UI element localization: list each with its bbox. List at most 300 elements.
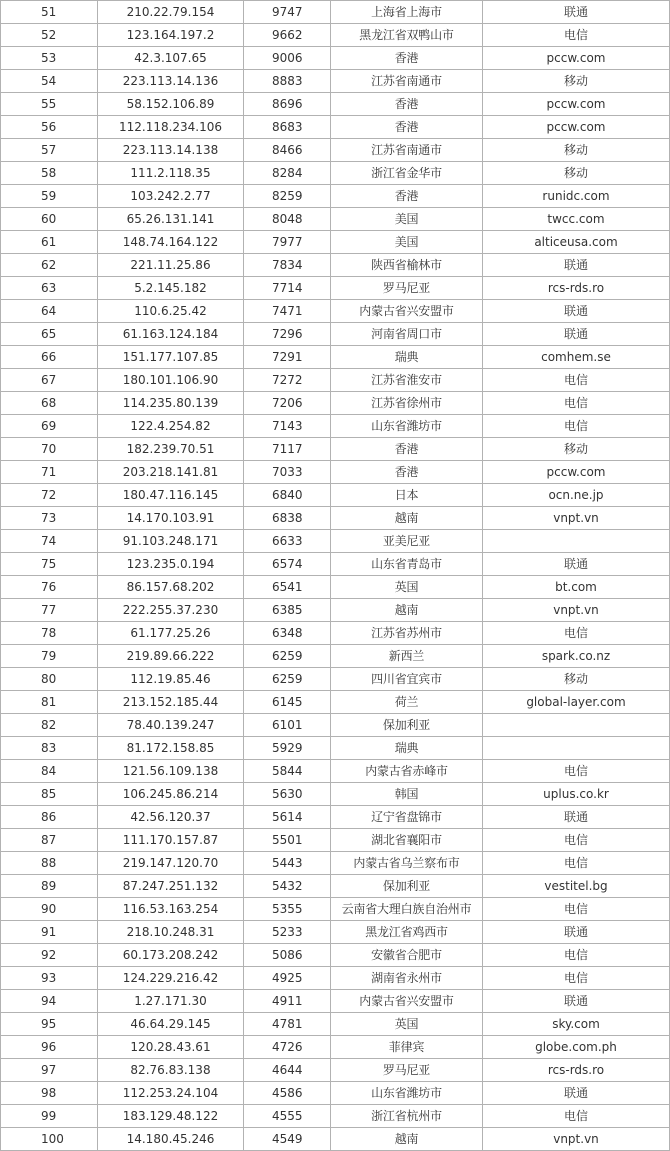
count-cell: 5355: [244, 898, 331, 921]
rank-cell: 56: [1, 116, 98, 139]
isp-cell: 电信: [483, 415, 670, 438]
ip-address-cell: 116.53.163.254: [98, 898, 244, 921]
isp-cell: 联通: [483, 1, 670, 24]
table-row: [1, 875, 670, 898]
count-cell: 7296: [244, 323, 331, 346]
rank-cell: 97: [1, 1059, 98, 1082]
isp-cell: 电信: [483, 967, 670, 990]
rank-cell: 90: [1, 898, 98, 921]
rank-cell: 52: [1, 24, 98, 47]
ip-address-cell: 223.113.14.138: [98, 139, 244, 162]
isp-cell: vnpt.vn: [483, 507, 670, 530]
ip-address-cell: 82.76.83.138: [98, 1059, 244, 1082]
location-cell: 黑龙江省双鸭山市: [331, 24, 483, 47]
table-row: [1, 829, 670, 852]
rank-cell: 92: [1, 944, 98, 967]
table-row: [1, 208, 670, 231]
location-cell: 湖北省襄阳市: [331, 829, 483, 852]
count-cell: 6101: [244, 714, 331, 737]
rank-cell: 67: [1, 369, 98, 392]
ip-address-cell: 183.129.48.122: [98, 1105, 244, 1128]
location-cell: 罗马尼亚: [331, 1059, 483, 1082]
ip-address-cell: 110.6.25.42: [98, 300, 244, 323]
count-cell: 7143: [244, 415, 331, 438]
rank-cell: 77: [1, 599, 98, 622]
count-cell: 4549: [244, 1128, 331, 1151]
ip-address-cell: 61.163.124.184: [98, 323, 244, 346]
table-row: [1, 185, 670, 208]
location-cell: 新西兰: [331, 645, 483, 668]
table-row: [1, 783, 670, 806]
rank-cell: 73: [1, 507, 98, 530]
table-row: [1, 47, 670, 70]
location-cell: 越南: [331, 1128, 483, 1151]
rank-cell: 60: [1, 208, 98, 231]
location-cell: 内蒙古省兴安盟市: [331, 300, 483, 323]
location-cell: 上海省上海市: [331, 1, 483, 24]
table-row: [1, 967, 670, 990]
ip-address-cell: 121.56.109.138: [98, 760, 244, 783]
rank-cell: 74: [1, 530, 98, 553]
location-cell: 安徽省合肥市: [331, 944, 483, 967]
count-cell: 6145: [244, 691, 331, 714]
rank-cell: 81: [1, 691, 98, 714]
ip-address-cell: 87.247.251.132: [98, 875, 244, 898]
count-cell: 5614: [244, 806, 331, 829]
rank-cell: 100: [1, 1128, 98, 1151]
location-cell: 辽宁省盘锦市: [331, 806, 483, 829]
ip-address-cell: 91.103.248.171: [98, 530, 244, 553]
count-cell: 4911: [244, 990, 331, 1013]
rank-cell: 85: [1, 783, 98, 806]
isp-cell: 电信: [483, 944, 670, 967]
table-body: [1, 1, 670, 1151]
isp-cell: 联通: [483, 1082, 670, 1105]
rank-cell: 66: [1, 346, 98, 369]
rank-cell: 86: [1, 806, 98, 829]
rank-cell: 61: [1, 231, 98, 254]
ip-address-cell: 120.28.43.61: [98, 1036, 244, 1059]
rank-cell: 58: [1, 162, 98, 185]
ip-address-cell: 112.118.234.106: [98, 116, 244, 139]
location-cell: 江苏省苏州市: [331, 622, 483, 645]
ip-address-cell: 86.157.68.202: [98, 576, 244, 599]
rank-cell: 71: [1, 461, 98, 484]
location-cell: 英国: [331, 576, 483, 599]
count-cell: 6574: [244, 553, 331, 576]
table-row: [1, 553, 670, 576]
location-cell: 瑞典: [331, 737, 483, 760]
location-cell: 江苏省淮安市: [331, 369, 483, 392]
isp-cell: 移动: [483, 70, 670, 93]
count-cell: 9006: [244, 47, 331, 70]
rank-cell: 53: [1, 47, 98, 70]
ip-address-cell: 111.2.118.35: [98, 162, 244, 185]
table-row: [1, 1082, 670, 1105]
isp-cell: 电信: [483, 898, 670, 921]
table-row: [1, 737, 670, 760]
location-cell: 山东省潍坊市: [331, 1082, 483, 1105]
count-cell: 8683: [244, 116, 331, 139]
isp-cell: pccw.com: [483, 116, 670, 139]
table-row: [1, 921, 670, 944]
isp-cell: 电信: [483, 622, 670, 645]
table-row: [1, 691, 670, 714]
location-cell: 保加利亚: [331, 714, 483, 737]
count-cell: 5086: [244, 944, 331, 967]
ip-address-cell: 203.218.141.81: [98, 461, 244, 484]
isp-cell: 电信: [483, 392, 670, 415]
location-cell: 亚美尼亚: [331, 530, 483, 553]
table-row: [1, 24, 670, 47]
count-cell: 9747: [244, 1, 331, 24]
location-cell: 江苏省南通市: [331, 70, 483, 93]
location-cell: 湖南省永州市: [331, 967, 483, 990]
table-row: [1, 1013, 670, 1036]
isp-cell: [483, 530, 670, 553]
rank-cell: 59: [1, 185, 98, 208]
count-cell: 7272: [244, 369, 331, 392]
isp-cell: pccw.com: [483, 93, 670, 116]
isp-cell: ocn.ne.jp: [483, 484, 670, 507]
ip-address-cell: 42.56.120.37: [98, 806, 244, 829]
table-row: [1, 162, 670, 185]
isp-cell: 电信: [483, 369, 670, 392]
ip-address-cell: 123.164.197.2: [98, 24, 244, 47]
table-row: [1, 254, 670, 277]
ip-address-cell: 182.239.70.51: [98, 438, 244, 461]
table-row: [1, 645, 670, 668]
ip-address-cell: 60.173.208.242: [98, 944, 244, 967]
table-row: [1, 461, 670, 484]
ip-address-cell: 180.101.106.90: [98, 369, 244, 392]
count-cell: 6840: [244, 484, 331, 507]
isp-cell: 电信: [483, 24, 670, 47]
isp-cell: runidc.com: [483, 185, 670, 208]
count-cell: 5844: [244, 760, 331, 783]
ip-address-cell: 14.180.45.246: [98, 1128, 244, 1151]
isp-cell: 电信: [483, 1105, 670, 1128]
count-cell: 4555: [244, 1105, 331, 1128]
count-cell: 4925: [244, 967, 331, 990]
table-row: [1, 1036, 670, 1059]
count-cell: 7291: [244, 346, 331, 369]
rank-cell: 65: [1, 323, 98, 346]
count-cell: 7714: [244, 277, 331, 300]
location-cell: 香港: [331, 438, 483, 461]
isp-cell: bt.com: [483, 576, 670, 599]
count-cell: 5929: [244, 737, 331, 760]
location-cell: 美国: [331, 231, 483, 254]
count-cell: 8048: [244, 208, 331, 231]
location-cell: 美国: [331, 208, 483, 231]
count-cell: 4586: [244, 1082, 331, 1105]
isp-cell: vnpt.vn: [483, 599, 670, 622]
isp-cell: [483, 714, 670, 737]
isp-cell: spark.co.nz: [483, 645, 670, 668]
ip-address-cell: 5.2.145.182: [98, 277, 244, 300]
count-cell: 8883: [244, 70, 331, 93]
table-row: [1, 944, 670, 967]
isp-cell: 联通: [483, 323, 670, 346]
location-cell: 越南: [331, 599, 483, 622]
rank-cell: 70: [1, 438, 98, 461]
isp-cell: 联通: [483, 300, 670, 323]
location-cell: 江苏省南通市: [331, 139, 483, 162]
table-row: [1, 484, 670, 507]
table-row: [1, 139, 670, 162]
isp-cell: twcc.com: [483, 208, 670, 231]
ip-address-cell: 103.242.2.77: [98, 185, 244, 208]
location-cell: 浙江省杭州市: [331, 1105, 483, 1128]
rank-cell: 93: [1, 967, 98, 990]
ip-address-cell: 223.113.14.136: [98, 70, 244, 93]
rank-cell: 83: [1, 737, 98, 760]
ip-address-cell: 221.11.25.86: [98, 254, 244, 277]
count-cell: 4644: [244, 1059, 331, 1082]
ip-address-cell: 111.170.157.87: [98, 829, 244, 852]
table-row: [1, 277, 670, 300]
table-row: [1, 323, 670, 346]
table-row: [1, 300, 670, 323]
ip-address-cell: 151.177.107.85: [98, 346, 244, 369]
count-cell: 4781: [244, 1013, 331, 1036]
count-cell: 5432: [244, 875, 331, 898]
table-row: [1, 530, 670, 553]
isp-cell: pccw.com: [483, 47, 670, 70]
ip-address-cell: 218.10.248.31: [98, 921, 244, 944]
ip-address-cell: 219.89.66.222: [98, 645, 244, 668]
location-cell: 保加利亚: [331, 875, 483, 898]
rank-cell: 96: [1, 1036, 98, 1059]
table-row: [1, 346, 670, 369]
table-row: [1, 599, 670, 622]
rank-cell: 88: [1, 852, 98, 875]
location-cell: 英国: [331, 1013, 483, 1036]
isp-cell: 联通: [483, 553, 670, 576]
rank-cell: 57: [1, 139, 98, 162]
table-row: [1, 415, 670, 438]
isp-cell: 联通: [483, 990, 670, 1013]
ip-address-cell: 122.4.254.82: [98, 415, 244, 438]
location-cell: 韩国: [331, 783, 483, 806]
isp-cell: uplus.co.kr: [483, 783, 670, 806]
count-cell: 7977: [244, 231, 331, 254]
ip-address-cell: 78.40.139.247: [98, 714, 244, 737]
table-row: [1, 622, 670, 645]
rank-cell: 78: [1, 622, 98, 645]
location-cell: 香港: [331, 185, 483, 208]
location-cell: 内蒙古省赤峰市: [331, 760, 483, 783]
isp-cell: 电信: [483, 852, 670, 875]
isp-cell: 移动: [483, 162, 670, 185]
ip-address-cell: 61.177.25.26: [98, 622, 244, 645]
table-row: [1, 576, 670, 599]
location-cell: 山东省青岛市: [331, 553, 483, 576]
location-cell: 江苏省徐州市: [331, 392, 483, 415]
count-cell: 7117: [244, 438, 331, 461]
ip-address-cell: 210.22.79.154: [98, 1, 244, 24]
rank-cell: 51: [1, 1, 98, 24]
rank-cell: 68: [1, 392, 98, 415]
isp-cell: 移动: [483, 139, 670, 162]
ip-address-cell: 46.64.29.145: [98, 1013, 244, 1036]
table-row: [1, 852, 670, 875]
rank-cell: 80: [1, 668, 98, 691]
rank-cell: 87: [1, 829, 98, 852]
table-row: [1, 1, 670, 24]
isp-cell: vnpt.vn: [483, 1128, 670, 1151]
rank-cell: 95: [1, 1013, 98, 1036]
table-row: [1, 990, 670, 1013]
rank-cell: 82: [1, 714, 98, 737]
isp-cell: 电信: [483, 760, 670, 783]
table-row: [1, 668, 670, 691]
table-row: [1, 1128, 670, 1151]
location-cell: 浙江省金华市: [331, 162, 483, 185]
isp-cell: 联通: [483, 921, 670, 944]
isp-cell: 电信: [483, 829, 670, 852]
table-row: [1, 1059, 670, 1082]
location-cell: 菲律宾: [331, 1036, 483, 1059]
ip-address-cell: 219.147.120.70: [98, 852, 244, 875]
rank-cell: 62: [1, 254, 98, 277]
ip-address-cell: 112.19.85.46: [98, 668, 244, 691]
location-cell: 山东省潍坊市: [331, 415, 483, 438]
ip-address-cell: 65.26.131.141: [98, 208, 244, 231]
rank-cell: 94: [1, 990, 98, 1013]
count-cell: 7033: [244, 461, 331, 484]
table-row: [1, 116, 670, 139]
table-row: [1, 898, 670, 921]
isp-cell: alticeusa.com: [483, 231, 670, 254]
rank-cell: 76: [1, 576, 98, 599]
location-cell: 香港: [331, 116, 483, 139]
isp-cell: 联通: [483, 254, 670, 277]
location-cell: 越南: [331, 507, 483, 530]
table-row: [1, 507, 670, 530]
rank-cell: 55: [1, 93, 98, 116]
table-row: [1, 369, 670, 392]
count-cell: 5630: [244, 783, 331, 806]
count-cell: 6348: [244, 622, 331, 645]
location-cell: 香港: [331, 93, 483, 116]
location-cell: 云南省大理白族自治州市: [331, 898, 483, 921]
isp-cell: 移动: [483, 668, 670, 691]
rank-cell: 75: [1, 553, 98, 576]
count-cell: 8259: [244, 185, 331, 208]
location-cell: 四川省宜宾市: [331, 668, 483, 691]
ip-address-cell: 180.47.116.145: [98, 484, 244, 507]
table-row: [1, 1105, 670, 1128]
isp-cell: sky.com: [483, 1013, 670, 1036]
count-cell: 8466: [244, 139, 331, 162]
count-cell: 5233: [244, 921, 331, 944]
isp-cell: global-layer.com: [483, 691, 670, 714]
table-row: [1, 438, 670, 461]
count-cell: 6259: [244, 668, 331, 691]
table-row: [1, 806, 670, 829]
ip-address-cell: 42.3.107.65: [98, 47, 244, 70]
ip-address-cell: 106.245.86.214: [98, 783, 244, 806]
count-cell: 6259: [244, 645, 331, 668]
ip-address-cell: 1.27.171.30: [98, 990, 244, 1013]
table-row: [1, 760, 670, 783]
table-row: [1, 70, 670, 93]
rank-cell: 99: [1, 1105, 98, 1128]
location-cell: 内蒙古省乌兰察布市: [331, 852, 483, 875]
count-cell: 9662: [244, 24, 331, 47]
ip-address-cell: 123.235.0.194: [98, 553, 244, 576]
rank-cell: 98: [1, 1082, 98, 1105]
table-row: [1, 392, 670, 415]
count-cell: 4726: [244, 1036, 331, 1059]
location-cell: 香港: [331, 47, 483, 70]
ip-address-cell: 213.152.185.44: [98, 691, 244, 714]
table-row: [1, 714, 670, 737]
rank-cell: 84: [1, 760, 98, 783]
count-cell: 6633: [244, 530, 331, 553]
ip-address-cell: 222.255.37.230: [98, 599, 244, 622]
location-cell: 日本: [331, 484, 483, 507]
isp-cell: 联通: [483, 806, 670, 829]
isp-cell: pccw.com: [483, 461, 670, 484]
location-cell: 内蒙古省兴安盟市: [331, 990, 483, 1013]
ip-address-cell: 112.253.24.104: [98, 1082, 244, 1105]
isp-cell: vestitel.bg: [483, 875, 670, 898]
rank-cell: 91: [1, 921, 98, 944]
ip-address-cell: 81.172.158.85: [98, 737, 244, 760]
isp-cell: 移动: [483, 438, 670, 461]
location-cell: 黑龙江省鸡西市: [331, 921, 483, 944]
count-cell: 5501: [244, 829, 331, 852]
rank-cell: 54: [1, 70, 98, 93]
rank-cell: 63: [1, 277, 98, 300]
location-cell: 香港: [331, 461, 483, 484]
table-row: [1, 93, 670, 116]
ip-address-cell: 114.235.80.139: [98, 392, 244, 415]
count-cell: 7206: [244, 392, 331, 415]
isp-cell: globe.com.ph: [483, 1036, 670, 1059]
table-row: [1, 231, 670, 254]
count-cell: 8696: [244, 93, 331, 116]
location-cell: 陕西省榆林市: [331, 254, 483, 277]
count-cell: 6385: [244, 599, 331, 622]
rank-cell: 69: [1, 415, 98, 438]
location-cell: 荷兰: [331, 691, 483, 714]
count-cell: 6541: [244, 576, 331, 599]
count-cell: 7834: [244, 254, 331, 277]
ip-address-cell: 124.229.216.42: [98, 967, 244, 990]
ip-address-cell: 58.152.106.89: [98, 93, 244, 116]
ip-address-cell: 148.74.164.122: [98, 231, 244, 254]
rank-cell: 72: [1, 484, 98, 507]
isp-cell: rcs-rds.ro: [483, 1059, 670, 1082]
rank-cell: 64: [1, 300, 98, 323]
count-cell: 7471: [244, 300, 331, 323]
count-cell: 6838: [244, 507, 331, 530]
ip-address-cell: 14.170.103.91: [98, 507, 244, 530]
rank-cell: 79: [1, 645, 98, 668]
location-cell: 河南省周口市: [331, 323, 483, 346]
isp-cell: rcs-rds.ro: [483, 277, 670, 300]
isp-cell: comhem.se: [483, 346, 670, 369]
isp-cell: [483, 737, 670, 760]
location-cell: 罗马尼亚: [331, 277, 483, 300]
count-cell: 8284: [244, 162, 331, 185]
count-cell: 5443: [244, 852, 331, 875]
rank-cell: 89: [1, 875, 98, 898]
